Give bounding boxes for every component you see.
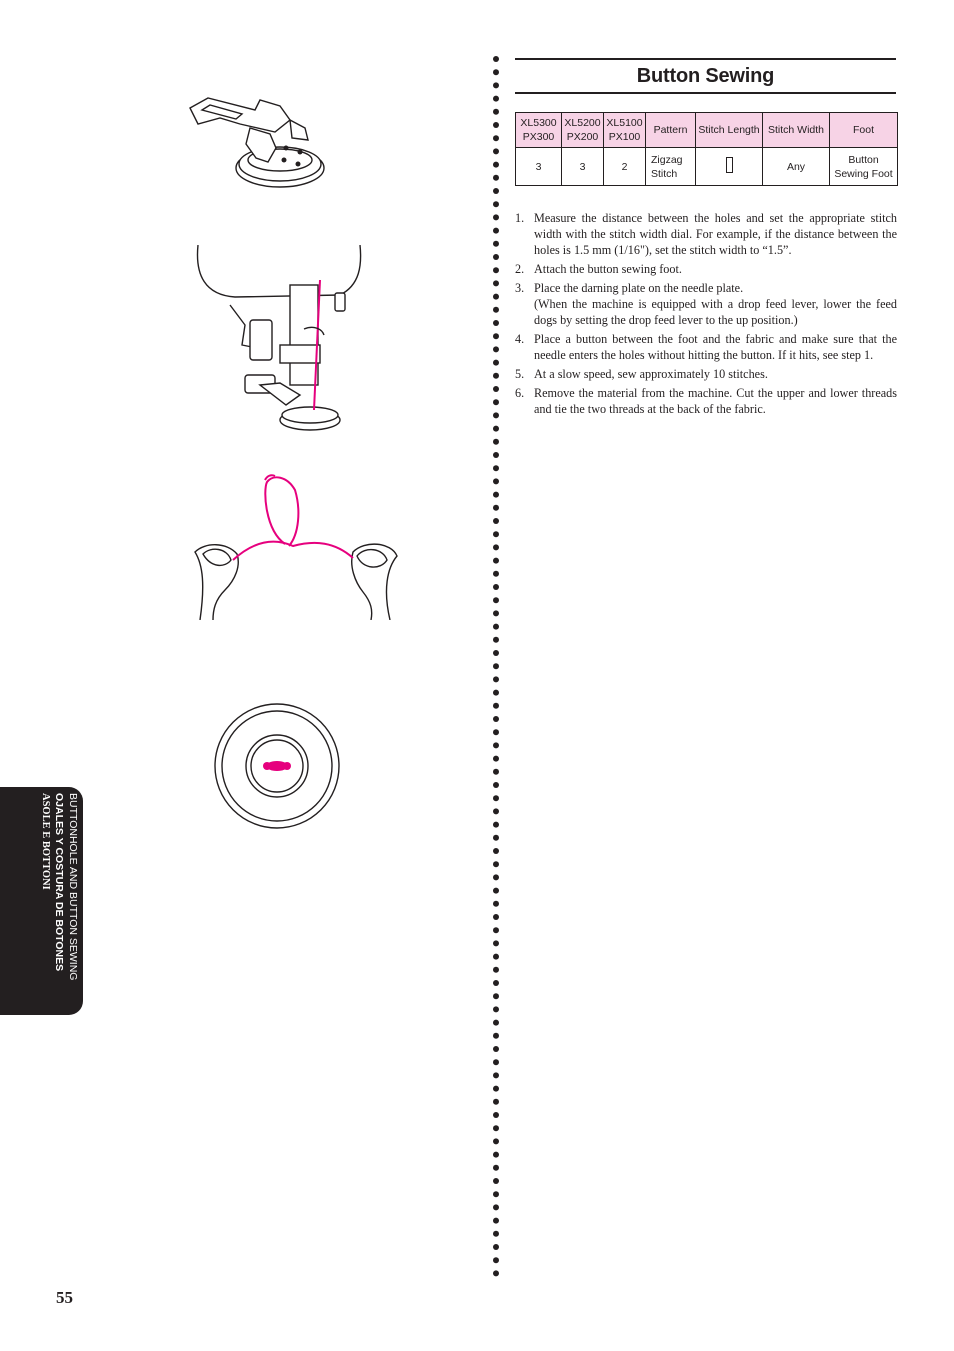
divider-dot [493,769,499,775]
divider-dot [493,584,499,590]
cell-pattern: Zigzag Stitch [646,148,696,186]
divider-dot [493,399,499,405]
divider-dot [493,993,499,999]
divider-dot [493,1244,499,1250]
divider-dot [493,861,499,867]
list-item: 1. Measure the distance between the holes and set the appropriate stitch width with the stitch width dial. For example, if the distance between the holes is 1.5 mm (1/16"), set the stitch width to “1.5”. [515,211,897,257]
section-header [515,58,896,94]
divider-dot [493,597,499,603]
divider-dot [493,1204,499,1210]
instruction-steps [515,210,897,420]
divider-dot [493,386,499,392]
divider-dot [493,175,499,181]
divider-dot [493,901,499,907]
divider-dot [493,412,499,418]
divider-dot [493,1178,499,1184]
divider-dot [493,1138,499,1144]
divider-dot [493,940,499,946]
divider-dot [493,795,499,801]
divider-dot [493,201,499,207]
header-stitch-width: Stitch Width [763,113,830,148]
divider-dot [493,373,499,379]
cell-stitch-width: Any [763,148,830,186]
divider-dot [493,478,499,484]
divider-dot [493,650,499,656]
header-foot: Foot [830,113,898,148]
divider-dot [493,1072,499,1078]
machine-needle-button-illustration [190,245,365,435]
settings-table [515,112,898,186]
divider-dot [493,1099,499,1105]
chapter-title-it: ASOLE E BOTTONI [40,793,51,890]
divider-dot [493,307,499,313]
divider-dot [493,1165,499,1171]
step3-note: (When the machine is equipped with a drop feed lever, lower the feed dogs by setting the drop feed lever to the up position.) [534,297,897,327]
divider-dot [493,571,499,577]
divider-dot [493,439,499,445]
divider-dot [493,228,499,234]
cell-foot: Button Sewing Foot [830,148,898,186]
divider-dot [493,109,499,115]
divider-dot [493,241,499,247]
divider-dot [493,505,499,511]
divider-dot [493,835,499,841]
divider-dot [493,1112,499,1118]
divider-dot [493,782,499,788]
divider-dot [493,756,499,762]
divider-dot [493,676,499,682]
divider-dot [493,1218,499,1224]
chapter-title-es: OJALES Y COSTURA DE BOTONES [53,793,65,972]
divider-dot [493,1257,499,1263]
chapter-title-en: BUTTONHOLE AND BUTTON SEWING [67,793,79,981]
divider-dot [493,558,499,564]
divider-dot [493,162,499,168]
page-title: Button Sewing [636,64,775,87]
sewn-button-illustration [213,703,343,833]
divider-dot [493,82,499,88]
divider-dot [493,1046,499,1052]
divider-dot [493,874,499,880]
header-pattern: Pattern [646,113,696,148]
divider-dot [493,1059,499,1065]
divider-dot [493,452,499,458]
divider-dot [493,122,499,128]
divider-dot [493,967,499,973]
divider-dot [493,980,499,986]
divider-dot [493,1033,499,1039]
divider-dot [493,267,499,273]
divider-dot [493,610,499,616]
divider-dot [493,954,499,960]
divider-dot [493,294,499,300]
divider-dot [493,1125,499,1131]
divider-dot [493,135,499,141]
cell-xl5200: 3 [562,148,604,186]
list-item: 6. Remove the material from the machine. Cut the upper and lower threads and tie the two threads at the back of the fabric. [515,386,897,416]
divider-dot [493,1086,499,1092]
header-xl5300: XL5300 PX300 [516,113,562,148]
table-row [516,148,898,186]
cell-xl5100: 2 [604,148,646,186]
divider-dot [493,663,499,669]
chapter-tab [0,787,83,1015]
list-item: 2. Attach the button sewing foot. [515,262,682,276]
cell-stitch-length [696,148,763,186]
divider-dot [493,188,499,194]
list-item: 3. Place the darning plate on the needle plate. (When the machine is equipped with a drop feed lever, lower the feed dogs by setting the drop feed lever to the up position.) [515,281,897,327]
divider-dot [493,729,499,735]
table-header-row [516,113,898,148]
chapter-tab-text [6,793,80,1009]
divider-dot [493,492,499,498]
divider-dot [493,254,499,260]
divider-dot [493,624,499,630]
divider-dot [493,465,499,471]
divider-dot [493,1270,499,1276]
button-sewing-foot-illustration [180,88,350,198]
divider-dot [493,280,499,286]
divider-dot [493,1191,499,1197]
divider-dot [493,531,499,537]
tying-threads-illustration [185,470,405,620]
divider-dot [493,544,499,550]
dotted-divider [491,55,501,1285]
divider-dot [493,320,499,326]
divider-dot [493,703,499,709]
divider-dot [493,690,499,696]
divider-dot [493,1231,499,1237]
divider-dot [493,96,499,102]
divider-dot [493,927,499,933]
header-stitch-length: Stitch Length [696,113,763,148]
list-item: 5. At a slow speed, sew approximately 10 stitches. [515,367,768,381]
divider-dot [493,426,499,432]
divider-dot [493,1152,499,1158]
stitch-length-symbol-icon [726,157,733,173]
divider-dot [493,716,499,722]
divider-dot [493,914,499,920]
divider-dot [493,848,499,854]
divider-dot [493,742,499,748]
divider-dot [493,637,499,643]
page-number: 55 [56,1288,73,1307]
divider-dot [493,214,499,220]
header-xl5100: XL5100 PX100 [604,113,646,148]
divider-dot [493,518,499,524]
divider-dot [493,1006,499,1012]
divider-dot [493,888,499,894]
divider-dot [493,69,499,75]
divider-dot [493,148,499,154]
divider-dot [493,808,499,814]
divider-dot [493,333,499,339]
divider-dot [493,822,499,828]
divider-dot [493,1020,499,1026]
divider-dot [493,360,499,366]
divider-dot [493,346,499,352]
cell-xl5300: 3 [516,148,562,186]
header-xl5200: XL5200 PX200 [562,113,604,148]
divider-dot [493,56,499,62]
list-item: 4. Place a button between the foot and the fabric and make sure that the needle enters the holes without hitting the button. If it hits, see step 1. [515,332,897,362]
